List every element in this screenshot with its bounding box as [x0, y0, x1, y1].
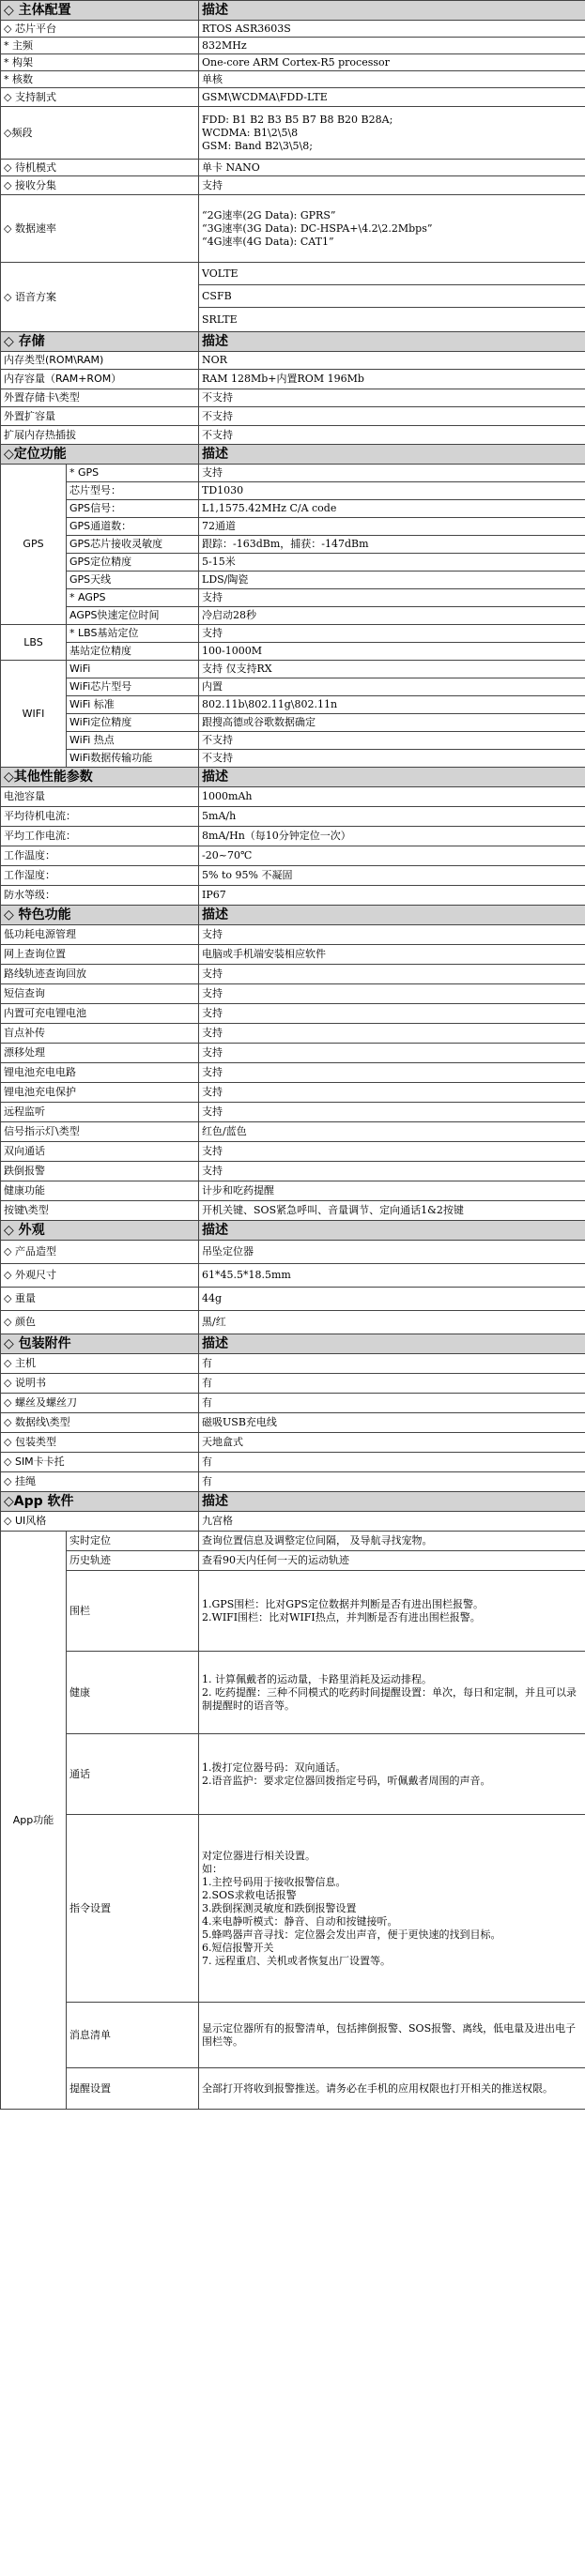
spec-label: 盲点补传 — [1, 1024, 199, 1044]
spec-row — [1, 38, 585, 54]
spec-label: 工作湿度： — [1, 866, 199, 886]
spec-row — [1, 827, 585, 846]
spec-value: 黑/红 — [199, 1311, 585, 1334]
spec-row — [1, 1532, 585, 1551]
spec-row — [1, 1453, 585, 1472]
spec-row — [1, 1024, 585, 1044]
spec-value: 查看90天内任何一天的运动轨迹 — [199, 1551, 585, 1571]
spec-row — [1, 984, 585, 1004]
spec-row — [1, 1512, 585, 1532]
spec-value: 九宫格 — [199, 1512, 585, 1532]
spec-label: 工作温度： — [1, 846, 199, 866]
spec-label: 内置可充电锂电池 — [1, 1004, 199, 1024]
spec-value: 跟踪：-163dBm，捕获：-147dBm — [199, 536, 585, 554]
spec-row — [1, 500, 585, 518]
spec-row — [1, 787, 585, 807]
spec-label: 防水等级： — [1, 886, 199, 906]
spec-row — [1, 1734, 585, 1815]
spec-label: GPS定位精度 — [67, 554, 199, 572]
spec-row — [1, 750, 585, 768]
spec-row — [1, 1083, 585, 1103]
spec-value: 支持 — [199, 1024, 585, 1044]
spec-label: 基站定位精度 — [67, 643, 199, 661]
spec-value: 吊坠定位器 — [199, 1241, 585, 1264]
spec-label: ◇ 主机 — [1, 1354, 199, 1374]
section-description-header: 描述 — [199, 445, 585, 465]
section-description-header: 描述 — [199, 332, 585, 352]
section-description-header: 描述 — [199, 1334, 585, 1354]
section-description-header: 描述 — [199, 768, 585, 787]
spec-value: 支持 — [199, 465, 585, 482]
section-title: ◇其他性能参数 — [1, 768, 199, 787]
spec-row — [1, 1433, 585, 1453]
spec-row — [1, 1472, 585, 1492]
spec-value: 支持 — [199, 1004, 585, 1024]
spec-value: 832MHz — [199, 38, 585, 54]
spec-row — [1, 1181, 585, 1201]
spec-value: IP67 — [199, 886, 585, 906]
spec-label: 内存容量（RAM+ROM） — [1, 370, 199, 389]
spec-label: * GPS — [67, 465, 199, 482]
spec-row — [1, 1103, 585, 1122]
spec-label: 低功耗电源管理 — [1, 925, 199, 945]
spec-label: 外置存储卡\类型 — [1, 389, 199, 407]
spec-label: GPS信号： — [67, 500, 199, 518]
spec-label: 按键\类型 — [1, 1201, 199, 1221]
spec-label: * 构架 — [1, 54, 199, 71]
spec-row — [1, 160, 585, 176]
spec-value: 不支持 — [199, 750, 585, 768]
spec-row — [1, 661, 585, 678]
spec-label: ◇ 芯片平台 — [1, 21, 199, 38]
spec-value: L1,1575.42MHz C/A code — [199, 500, 585, 518]
spec-value: 对定位器进行相关设置。 如： 1.主控号码用于接收报警信息。 2.SOS求救电话报警 3.跌倒探测灵敏度和跌倒报警设置 4.来电静听模式：静音、自动和按键接听。 5.蜂鸣器声音寻找：定位器会发出声音，便于更快速的找到目标。 6.短信报警开关 7. 远程重启、关机或者恢复出厂设置等。 — [199, 1815, 585, 2003]
spec-label: 网上查询位置 — [1, 945, 199, 965]
section-title: ◇ 特色功能 — [1, 906, 199, 925]
spec-value: -20~70℃ — [199, 846, 585, 866]
spec-row — [1, 195, 585, 263]
spec-row — [1, 1264, 585, 1288]
spec-label: WiFi数据传输功能 — [67, 750, 199, 768]
section-description-header: 描述 — [199, 1, 585, 21]
spec-label: ◇ 支持制式 — [1, 88, 199, 107]
spec-row — [1, 732, 585, 750]
spec-row — [1, 1004, 585, 1024]
spec-label: 短信查询 — [1, 984, 199, 1004]
spec-label: 健康功能 — [1, 1181, 199, 1201]
spec-row — [1, 107, 585, 160]
spec-value: 5% to 95% 不凝固 — [199, 866, 585, 886]
spec-value: 支持 — [199, 1044, 585, 1063]
spec-label: ◇ 接收分集 — [1, 176, 199, 195]
spec-value: 跟搜高德或谷歌数据确定 — [199, 714, 585, 732]
section-title: ◇定位功能 — [1, 445, 199, 465]
spec-value: 8mA/Hn（每10分钟定位一次） — [199, 827, 585, 846]
spec-value: 单核 — [199, 71, 585, 88]
spec-label: * LBS基站定位 — [67, 625, 199, 643]
section-title: ◇ 包装附件 — [1, 1334, 199, 1354]
spec-row — [1, 1201, 585, 1221]
spec-label: ◇ 外观尺寸 — [1, 1264, 199, 1288]
spec-value: 支持 — [199, 589, 585, 607]
spec-value: 72通道 — [199, 518, 585, 536]
spec-label: WiFi 热点 — [67, 732, 199, 750]
spec-row — [1, 866, 585, 886]
section-header — [1, 906, 585, 925]
spec-row — [1, 678, 585, 696]
spec-label: ◇ 重量 — [1, 1288, 199, 1311]
spec-value: NOR — [199, 352, 585, 370]
section-header — [1, 768, 585, 787]
spec-label: 内存类型(ROM\RAM) — [1, 352, 199, 370]
spec-label: 提醒设置 — [67, 2068, 199, 2110]
spec-label: ◇ 数据速率 — [1, 195, 199, 263]
spec-row — [1, 88, 585, 107]
spec-label: 扩展内存热插拔 — [1, 426, 199, 445]
spec-label: 通话 — [67, 1734, 199, 1815]
spec-value: RAM 128Mb+内置ROM 196Mb — [199, 370, 585, 389]
spec-row — [1, 1652, 585, 1734]
section-title: ◇ 外观 — [1, 1221, 199, 1241]
spec-label: ◇ 产品造型 — [1, 1241, 199, 1264]
spec-value: “2G速率(2G Data): GPRS” “3G速率(3G Data): DC-HSPA+\4.2\2.2Mbps” “4G速率(4G Data): CAT1” — [199, 195, 585, 263]
spec-row — [1, 607, 585, 625]
spec-label: ◇频段 — [1, 107, 199, 160]
spec-value: 不支持 — [199, 426, 585, 445]
spec-row — [1, 1122, 585, 1142]
spec-row — [1, 482, 585, 500]
spec-row — [1, 536, 585, 554]
spec-value: 802.11b\802.11g\802.11n — [199, 696, 585, 714]
spec-label: 漂移处理 — [1, 1044, 199, 1063]
group-label: WIFI — [1, 661, 67, 768]
spec-row — [1, 54, 585, 71]
spec-row — [1, 572, 585, 589]
spec-value: 查询位置信息及调整定位间隔， 及导航寻找宠物。 — [199, 1532, 585, 1551]
spec-label: 实时定位 — [67, 1532, 199, 1551]
spec-row — [1, 71, 585, 88]
spec-label: WiFi 标准 — [67, 696, 199, 714]
spec-label: 平均待机电流： — [1, 807, 199, 827]
spec-label: ◇ 数据线\类型 — [1, 1413, 199, 1433]
spec-value: 支持 — [199, 625, 585, 643]
spec-label: WiFi芯片型号 — [67, 678, 199, 696]
spec-row — [1, 589, 585, 607]
spec-value: 支持 — [199, 925, 585, 945]
spec-row — [1, 965, 585, 984]
group-label: App功能 — [1, 1532, 67, 2110]
spec-value: 61*45.5*18.5mm — [199, 1264, 585, 1288]
spec-row — [1, 696, 585, 714]
spec-value: RTOS ASR3603S — [199, 21, 585, 38]
spec-label: 锂电池充电电路 — [1, 1063, 199, 1083]
spec-row — [1, 1241, 585, 1264]
spec-value: 磁吸USB充电线 — [199, 1413, 585, 1433]
spec-label: 跌倒报警 — [1, 1162, 199, 1181]
spec-value: 冷启动28秒 — [199, 607, 585, 625]
spec-label: GPS芯片接收灵敏度 — [67, 536, 199, 554]
spec-label: 外置扩容量 — [1, 407, 199, 426]
spec-label: * AGPS — [67, 589, 199, 607]
spec-value: 有 — [199, 1472, 585, 1492]
spec-label: GPS通道数： — [67, 518, 199, 536]
spec-row — [1, 1551, 585, 1571]
spec-value: 不支持 — [199, 407, 585, 426]
spec-value: 有 — [199, 1394, 585, 1413]
spec-value: VOLTE — [199, 263, 585, 285]
spec-label: AGPS快速定位时间 — [67, 607, 199, 625]
spec-row — [1, 925, 585, 945]
spec-value: 5-15米 — [199, 554, 585, 572]
spec-value: 支持 仅支持RX — [199, 661, 585, 678]
spec-value: 电脑或手机端安装相应软件 — [199, 945, 585, 965]
spec-row — [1, 1311, 585, 1334]
spec-value: 支持 — [199, 1083, 585, 1103]
spec-value: 有 — [199, 1354, 585, 1374]
spec-row — [1, 1374, 585, 1394]
section-title: ◇App 软件 — [1, 1492, 199, 1512]
spec-row — [1, 407, 585, 426]
section-description-header: 描述 — [199, 1221, 585, 1241]
group-label: LBS — [1, 625, 67, 661]
spec-label: GPS天线 — [67, 572, 199, 589]
spec-label: WiFi定位精度 — [67, 714, 199, 732]
spec-row — [1, 426, 585, 445]
spec-value: CSFB — [199, 285, 585, 308]
section-description-header: 描述 — [199, 1492, 585, 1512]
spec-value: 不支持 — [199, 732, 585, 750]
spec-label: 围栏 — [67, 1571, 199, 1652]
spec-label: ◇ 待机模式 — [1, 160, 199, 176]
spec-row — [1, 176, 585, 195]
spec-value: 100-1000M — [199, 643, 585, 661]
spec-label: ◇ 螺丝及螺丝刀 — [1, 1394, 199, 1413]
spec-row — [1, 370, 585, 389]
spec-row — [1, 1571, 585, 1652]
spec-row — [1, 352, 585, 370]
section-header — [1, 1221, 585, 1241]
spec-row — [1, 554, 585, 572]
spec-label: 健康 — [67, 1652, 199, 1734]
spec-value: One-core ARM Cortex-R5 processor — [199, 54, 585, 71]
spec-label: ◇ 颜色 — [1, 1311, 199, 1334]
section-header — [1, 445, 585, 465]
spec-label: ◇ 包装类型 — [1, 1433, 199, 1453]
spec-value: 1000mAh — [199, 787, 585, 807]
spec-row — [1, 1394, 585, 1413]
spec-label: 双向通话 — [1, 1142, 199, 1162]
spec-value: 1. 计算佩戴者的运动量，卡路里消耗及运动排程。 2. 吃药提醒：三种不同模式的吃药时间提醒设置：单次，每日和定制，并且可以录制提醒时的语音等。 — [199, 1652, 585, 1734]
spec-label: ◇ 语音方案 — [1, 263, 199, 332]
spec-value: 支持 — [199, 1162, 585, 1181]
spec-row — [1, 21, 585, 38]
spec-value: 支持 — [199, 1142, 585, 1162]
spec-label: WiFi — [67, 661, 199, 678]
spec-label: * 主频 — [1, 38, 199, 54]
spec-value: 5mA/h — [199, 807, 585, 827]
spec-label: 芯片型号： — [67, 482, 199, 500]
spec-value: 内置 — [199, 678, 585, 696]
spec-value: 有 — [199, 1374, 585, 1394]
group-label: GPS — [1, 465, 67, 625]
spec-label: ◇ 挂绳 — [1, 1472, 199, 1492]
spec-row — [1, 714, 585, 732]
spec-row — [1, 1162, 585, 1181]
section-header — [1, 1334, 585, 1354]
spec-value: 计步和吃药提醒 — [199, 1181, 585, 1201]
spec-row — [1, 625, 585, 643]
spec-row — [1, 465, 585, 482]
spec-label: 平均工作电流： — [1, 827, 199, 846]
spec-label: ◇ UI风格 — [1, 1512, 199, 1532]
spec-row — [1, 2068, 585, 2110]
spec-row — [1, 263, 585, 285]
spec-value: 44g — [199, 1288, 585, 1311]
spec-label: 历史轨迹 — [67, 1551, 199, 1571]
spec-value: 单卡 NANO — [199, 160, 585, 176]
spec-value: 显示定位器所有的报警清单，包括摔倒报警、SOS报警、离线，低电量及进出电子围栏等。 — [199, 2003, 585, 2068]
spec-row — [1, 1063, 585, 1083]
spec-row — [1, 1815, 585, 2003]
spec-label: ◇ 说明书 — [1, 1374, 199, 1394]
spec-label: 锂电池充电保护 — [1, 1083, 199, 1103]
spec-label: 信号指示灯\类型 — [1, 1122, 199, 1142]
spec-value: TD1030 — [199, 482, 585, 500]
spec-value: 不支持 — [199, 389, 585, 407]
section-title: ◇ 主体配置 — [1, 1, 199, 21]
spec-row — [1, 389, 585, 407]
spec-label: 消息清单 — [67, 2003, 199, 2068]
spec-value: 支持 — [199, 1103, 585, 1122]
spec-row — [1, 945, 585, 965]
spec-value: 1.GPS围栏：比对GPS定位数据并判断是否有进出围栏报警。 2.WIFI围栏：比对WIFI热点，并判断是否有进出围栏报警。 — [199, 1571, 585, 1652]
section-description-header: 描述 — [199, 906, 585, 925]
section-header — [1, 332, 585, 352]
spec-value: 支持 — [199, 176, 585, 195]
spec-value: 1.拨打定位器号码：双向通话。 2.语音监护：要求定位器回拨指定号码，听佩戴者周围的声音。 — [199, 1734, 585, 1815]
spec-value: 全部打开将收到报警推送。请务必在手机的应用权限也打开相关的推送权限。 — [199, 2068, 585, 2110]
section-header — [1, 1492, 585, 1512]
spec-label: 路线轨迹查询回放 — [1, 965, 199, 984]
spec-row — [1, 1413, 585, 1433]
spec-row — [1, 886, 585, 906]
spec-value: 支持 — [199, 1063, 585, 1083]
spec-label: ◇ SIM卡卡托 — [1, 1453, 199, 1472]
section-header — [1, 1, 585, 21]
spec-row — [1, 807, 585, 827]
spec-label: 指令设置 — [67, 1815, 199, 2003]
section-title: ◇ 存储 — [1, 332, 199, 352]
spec-row — [1, 1354, 585, 1374]
spec-label: * 核数 — [1, 71, 199, 88]
spec-value: 支持 — [199, 984, 585, 1004]
spec-value: 有 — [199, 1453, 585, 1472]
spec-value: LDS/陶瓷 — [199, 572, 585, 589]
spec-value: 红色/蓝色 — [199, 1122, 585, 1142]
spec-value: 支持 — [199, 965, 585, 984]
spec-row — [1, 1044, 585, 1063]
spec-row — [1, 1288, 585, 1311]
spec-value: GSM\WCDMA\FDD-LTE — [199, 88, 585, 107]
spec-value: FDD: B1 B2 B3 B5 B7 B8 B20 B28A; WCDMA: B1\2\5\8 GSM: Band B2\3\5\8; — [199, 107, 585, 160]
spec-row — [1, 1142, 585, 1162]
spec-value: SRLTE — [199, 308, 585, 332]
spec-value: 开机关键、SOS紧急呼叫、音量调节、定向通话1&2按键 — [199, 1201, 585, 1221]
spec-label: 远程监听 — [1, 1103, 199, 1122]
spec-row — [1, 643, 585, 661]
spec-label: 电池容量 — [1, 787, 199, 807]
spec-value: 天地盒式 — [199, 1433, 585, 1453]
spec-row — [1, 2003, 585, 2068]
spec-row — [1, 846, 585, 866]
spec-row — [1, 518, 585, 536]
